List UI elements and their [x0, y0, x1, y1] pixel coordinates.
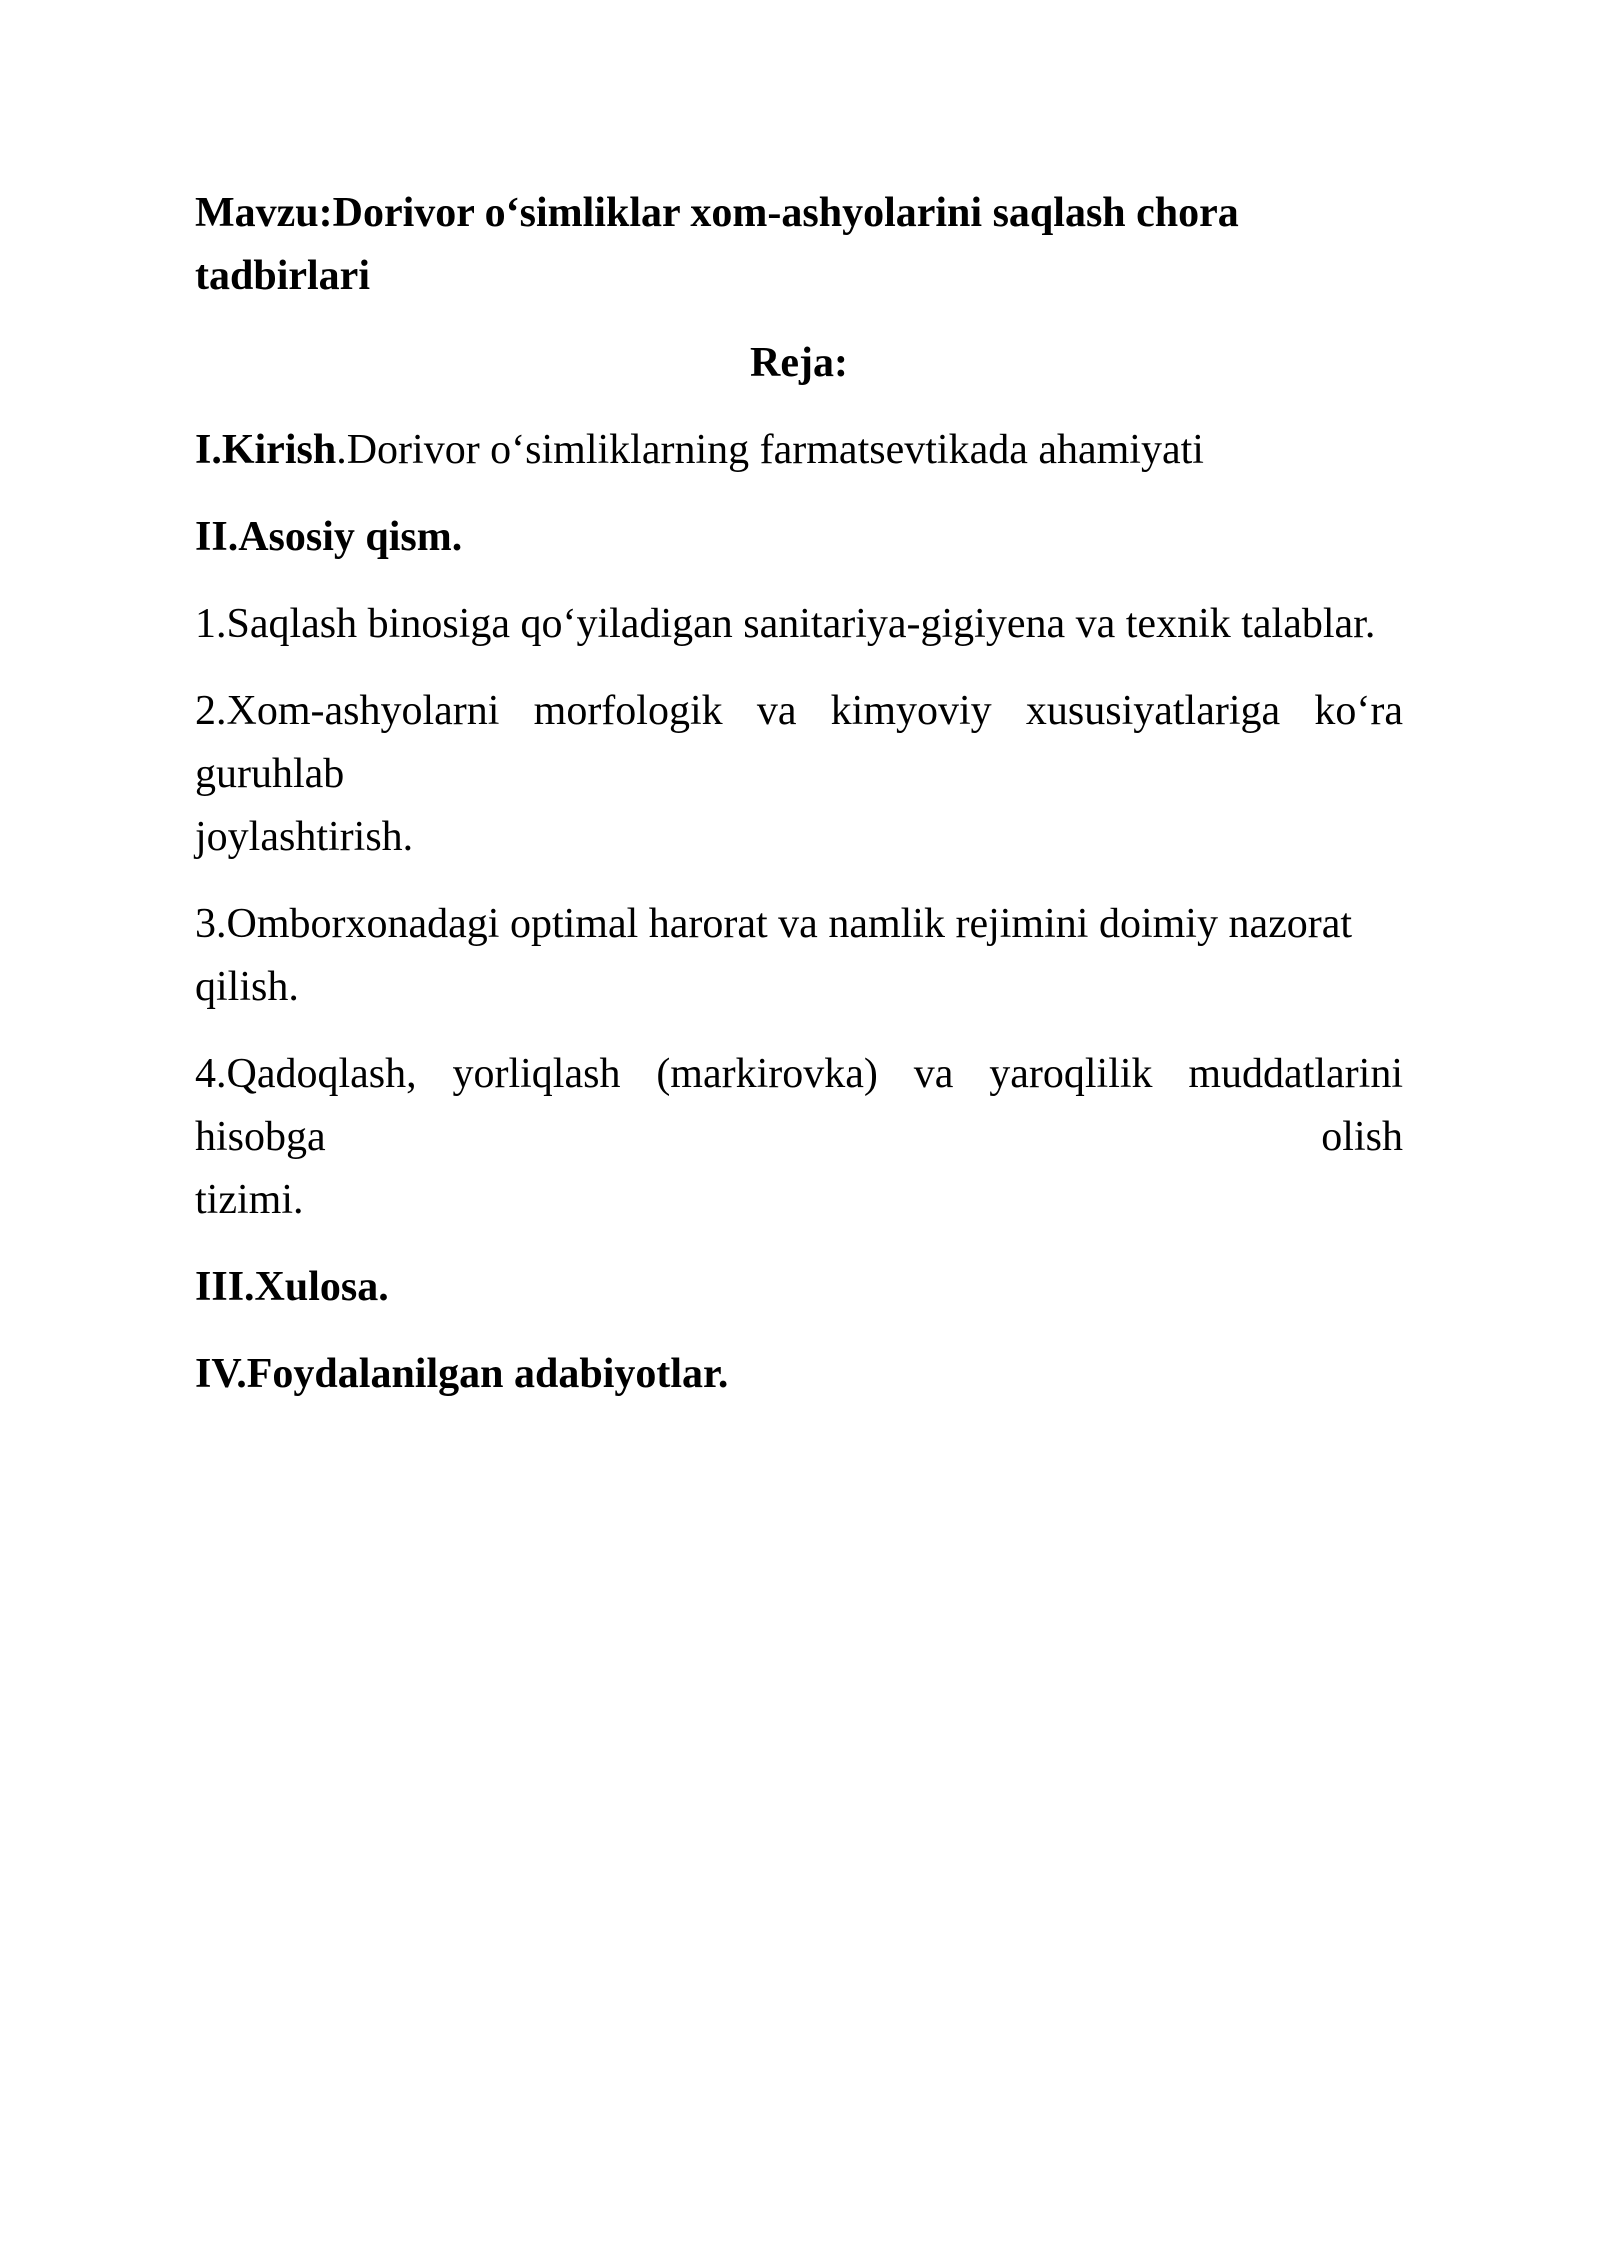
- document-title: Mavzu:Dorivor o‘simliklar xom-ashyolarini saqlash chora tadbirlari: [195, 190, 1239, 299]
- plan-item-4-line-1: 4.Qadoqlash, yorliqlash (markirovka) va yaroqlilik muddatlarini hisobga olish: [195, 1051, 1403, 1160]
- plan-item-2-line-2: joylashtirish.: [195, 814, 414, 860]
- plan-item-2: [195, 680, 1403, 869]
- plan-item-3: 3.Omborxonadagi optimal harorat va namlik rejimini doimiy nazorat qilish.: [195, 901, 1353, 1010]
- plan-heading: Reja:: [750, 340, 848, 386]
- section-adabiyotlar: IV.Foydalanilgan adabiyotlar.: [195, 1351, 729, 1397]
- section-asosiy-qism: II.Asosiy qism.: [195, 514, 463, 560]
- section-xulosa: III.Xulosa.: [195, 1264, 389, 1310]
- plan-item-2-line-1: 2.Xom-ashyolarni morfologik va kimyoviy xususiyatlariga ko‘ra guruhlab: [195, 688, 1403, 797]
- section-kirish-text: .Dorivor o‘simliklarning farmatsevtikada ahamiyati: [336, 427, 1204, 473]
- plan-item-4-line-2: tizimi.: [195, 1177, 304, 1223]
- plan-item-1: 1.Saqlash binosiga qo‘yiladigan sanitariya-gigiyena va texnik talablar.: [195, 601, 1376, 647]
- section-kirish-label: I.Kirish: [195, 427, 337, 473]
- plan-item-4: [195, 1043, 1403, 1232]
- section-kirish: [195, 419, 1403, 482]
